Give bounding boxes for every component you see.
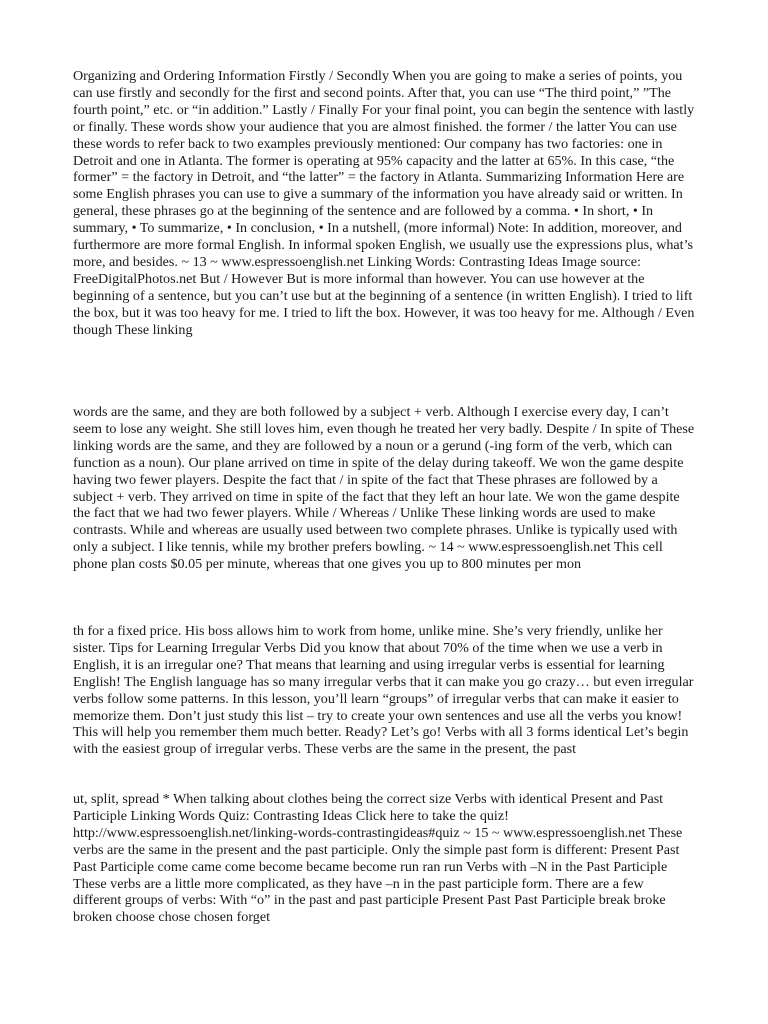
text-block-1: Organizing and Ordering Information Firstly / Secondly When you are going to make a series of points, you can use firstly and secondly for the first and second points. After that, you can use “The third point,” ”The fourth point,” etc. or “in addition.” Lastly / Finally For your final point, you can begin the sentence with lastly or finally. These words show your audience that you are almost finished. the former / the latter You can use these words to refer back to two examples previously mentioned: Our company has two factories: one in Detroit and one in Atlanta. The former is operating at 95% capacity and the latter at 65%. In this case, “the former” = the factory in Detroit, and “the latter” = the factory in Atlanta. Summarizing Information Here are some English phrases you can use to give a summary of the information you have already said or written. In general, these phrases go at the beginning of the sentence and are followed by a comma. • In short, • In summary, • To summarize, • In conclusion, • In a nutshell, (more informal) Note: In addition, moreover, and furthermore are more formal English. In informal spoken English, we usually use the expressions plus, what’s more, and besides. ~ 13 ~ www.espressoenglish.net Linking Words: Contrasting Ideas Image source: FreeDigitalPhotos.net But / However But is more informal than however. You can use however at the beginning of a sentence, but you can’t use but at the beginning of a sentence (in written English). I tried to lift the box, but it was too heavy for me. I tried to lift the box. However, it was too heavy for me. Although / Even though These linking bbox=[73, 68, 695, 338]
text-block-4: ut, split, spread * When talking about clothes being the correct size Verbs with identical Present and Past Participle Linking Words Quiz: Contrasting Ideas Click here to take the quiz! http://www.espressoenglish.net/linking-words-contrastingideas#quiz ~ 15 ~ www.espressoenglish.net These verbs are the same in the present and the past participle. Only the simple past form is different: Present Past Past Participle come came come become became become run ran run Verbs with –N in the Past Participle These verbs are a little more complicated, as they have –n in the past participle form. There are a few different groups of verbs: With “o” in the past and past participle Present Past Past Participle break broke broken choose chose chosen forget bbox=[73, 791, 683, 926]
text-block-2: words are the same, and they are both followed by a subject + verb. Although I exercise every day, I can’t seem to lose any weight. She still loves him, even though he treated her very badly. Despite / In spite of These linking words are the same, and they are followed by a noun or a gerund (-ing form of the verb, which can function as a noun). Our plane arrived on time in spite of the delay during takeoff. We won the game despite having two fewer players. Despite the fact that / in spite of the fact that These phrases are followed by a subject + verb. They arrived on time in spite of the fact that they left an hour late. We won the game despite the fact that we had two fewer players. While / Whereas / Unlike These linking words are used to make contrasts. While and whereas are usually used between two complete phrases. Unlike is typically used with only a subject. I like tennis, while my brother prefers bowling. ~ 14 ~ www.espressoenglish.net This cell phone plan costs $0.05 per minute, whereas that one gives you up to 800 minutes per mon bbox=[73, 404, 695, 573]
text-block-3: th for a fixed price. His boss allows him to work from home, unlike mine. She’s very friendly, unlike her sister. Tips for Learning Irregular Verbs Did you know that about 70% of the time when we use a verb in English, it is an irregular one? That means that learning and using irregular verbs is essential for learning English! The English language has so many irregular verbs that it can make you go crazy… but even irregular verbs follow some patterns. In this lesson, you’ll learn “groups” of irregular verbs that can make it easier to memorize them. Don’t just study this list – try to create your own sentences and use all the verbs you know! This will help you remember them much better. Ready? Let’s go! Verbs with all 3 forms identical Let’s begin with the easiest group of irregular verbs. These verbs are the same in the present, the past bbox=[73, 623, 694, 758]
